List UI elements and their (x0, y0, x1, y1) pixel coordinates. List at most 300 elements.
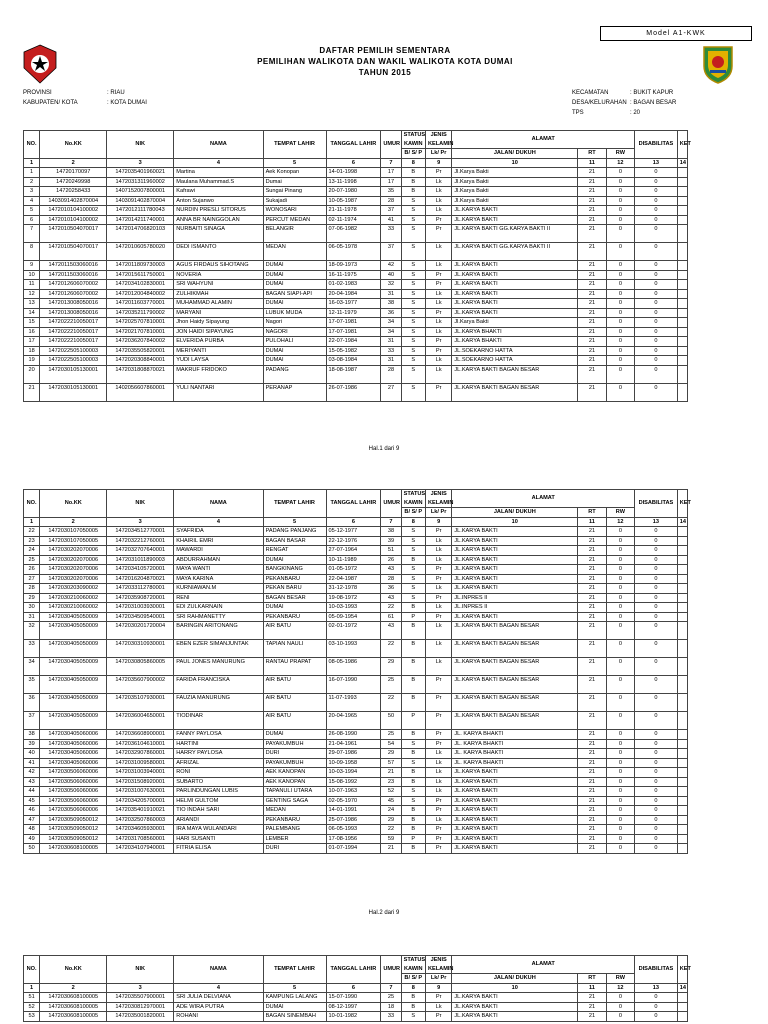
column-number: 10 (452, 158, 578, 168)
table-cell: 21 (578, 844, 606, 854)
table-cell: 1472031808870021 (107, 365, 174, 383)
col-jk: JENIS KELAMIN (425, 956, 451, 974)
table-cell: NAGORI (263, 327, 326, 337)
tps-value: : 20 (630, 110, 641, 116)
table-cell: 1472020308840001 (107, 356, 174, 366)
table-cell: JL.KARYA BAKTI (452, 993, 578, 1003)
table-row (24, 346, 688, 356)
col-disabilitas: DISABILITAS (635, 956, 678, 984)
table-cell (677, 640, 687, 658)
table-cell: B (401, 694, 425, 712)
table-cell: 21 (578, 527, 606, 537)
table-cell: JL.KARYA BAKTI (452, 555, 578, 565)
col-ket: KET (677, 131, 687, 159)
table-cell (677, 758, 687, 768)
table-cell: 44 (24, 787, 40, 797)
table-cell: 34 (381, 318, 401, 328)
table-cell: 1472011809730003 (107, 261, 174, 271)
table-cell: 1472033112780001 (107, 584, 174, 594)
table-cell: SYAFRIDA (174, 527, 263, 537)
table-cell: 0 (635, 318, 678, 328)
table-cell: WONOSARI (263, 206, 326, 216)
table-cell: Lk (425, 758, 451, 768)
table-cell: 26-07-1986 (326, 383, 381, 401)
table-row (24, 168, 688, 178)
table-cell: 0 (635, 825, 678, 835)
table-cell: BAGAN SIAPI-API (263, 289, 326, 299)
table-cell: 1472034509540001 (107, 612, 174, 622)
table-row (24, 565, 688, 575)
table-cell: AIR BATU (263, 676, 326, 694)
table-cell: S (401, 796, 425, 806)
table-cell (677, 1012, 687, 1022)
col-nokk: No.KK (40, 956, 107, 984)
table-cell: HARI SUSANTI (174, 834, 263, 844)
table-cell: 1472030805860005 (107, 658, 174, 676)
col-nama: NAMA (174, 490, 263, 518)
table-cell: 06-05-1993 (326, 825, 381, 835)
table-cell: HELMI GULTOM (174, 796, 263, 806)
table-cell: 21 (578, 308, 606, 318)
table-cell: 21 (578, 658, 606, 676)
table-cell: JL.KARYA BAKTI (452, 527, 578, 537)
table-cell: 10-05-1987 (326, 196, 381, 206)
table-cell: Lk (425, 299, 451, 309)
table-cell: 1472012004840002 (107, 289, 174, 299)
table-cell: NURDIN PRESLI SITORUS (174, 206, 263, 216)
table-cell: 54 (381, 739, 401, 749)
table-cell: 1472031311960002 (107, 177, 174, 187)
table-cell: 21 (578, 187, 606, 197)
table-cell: 0 (606, 658, 634, 676)
table-row (24, 1012, 688, 1022)
table-cell: 1472030210060002 (40, 593, 107, 603)
table-cell (677, 730, 687, 740)
table-cell: 10-07-1963 (326, 787, 381, 797)
table-cell: 21 (381, 768, 401, 778)
table-cell: Jl.Karya Bakti (452, 318, 578, 328)
column-number: 3 (107, 983, 174, 993)
table-cell: 21 (578, 261, 606, 271)
table-cell: 31 (381, 337, 401, 347)
column-number: 6 (326, 983, 381, 993)
table-cell: 1472036207840002 (107, 337, 174, 347)
table-cell: 0 (606, 187, 634, 197)
column-number: 5 (263, 158, 326, 168)
table-cell: 40 (381, 270, 401, 280)
column-number: 2 (40, 983, 107, 993)
table-cell: 0 (606, 796, 634, 806)
table-cell: 0 (606, 1002, 634, 1012)
table-cell: 0 (606, 318, 634, 328)
table-row (24, 270, 688, 280)
table-cell: 21 (578, 536, 606, 546)
table-cell: 21 (578, 993, 606, 1003)
table-row (24, 584, 688, 594)
tps-label: TPS (572, 110, 584, 116)
table-cell: Lk (425, 815, 451, 825)
table-cell: 1472010104100002 (40, 215, 107, 225)
table-cell: S (401, 280, 425, 290)
table-cell: 36 (24, 694, 40, 712)
table-row (24, 787, 688, 797)
table-cell: 0 (635, 215, 678, 225)
voter-table-page-3 (23, 955, 691, 1022)
table-row (24, 536, 688, 546)
col-status-sub: B/ S/ P (401, 508, 425, 518)
table-cell: 9 (24, 261, 40, 271)
table-row (24, 825, 688, 835)
table-cell: 0 (635, 612, 678, 622)
table-cell: 0 (635, 206, 678, 216)
table-cell: 1472021707810001 (107, 327, 174, 337)
table-cell: Pr (425, 834, 451, 844)
title-line-2: PEMILIHAN WALIKOTA DAN WAKIL WALIKOTA KOTA DUMAI (257, 57, 513, 66)
table-cell: B (401, 768, 425, 778)
table-cell: 1472030105130001 (40, 383, 107, 401)
table-cell: 1472011503060016 (40, 270, 107, 280)
table-cell: DEDI ISMANTO (174, 243, 263, 261)
table-cell: B (401, 168, 425, 178)
table-cell: 0 (635, 1002, 678, 1012)
table-cell: 1402056607860001 (107, 383, 174, 401)
table-cell: Pr (425, 337, 451, 347)
table-cell: JL.KARYA BAKTI BAGAN BESAR (452, 658, 578, 676)
table-cell: 1472011603770001 (107, 299, 174, 309)
table-cell: 0 (635, 383, 678, 401)
table-cell: S (401, 574, 425, 584)
table-cell: 21 (578, 777, 606, 787)
table-cell: 22 (381, 603, 401, 613)
table-cell: 22 (381, 694, 401, 712)
table-cell: 0 (635, 196, 678, 206)
table-cell: 0 (635, 261, 678, 271)
table-cell: DUMAI (263, 261, 326, 271)
table-cell: 38 (381, 527, 401, 537)
table-cell: Lk (425, 327, 451, 337)
table-cell: 1472035505820001 (107, 346, 174, 356)
table-cell: 0 (606, 749, 634, 759)
table-cell: 0 (606, 640, 634, 658)
table-cell: 1472030405050009 (40, 694, 107, 712)
table-cell: 1472034107940001 (107, 844, 174, 854)
table-cell: Pr (425, 825, 451, 835)
table-cell: 14720249998 (40, 177, 107, 187)
table-cell: 16-07-1990 (326, 676, 381, 694)
table-row (24, 527, 688, 537)
table-cell: JL.SOEKARNO HATTA (452, 356, 578, 366)
table-cell: 1472030506060006 (40, 787, 107, 797)
table-cell (677, 593, 687, 603)
table-cell: 14-01-1991 (326, 806, 381, 816)
table-cell: 08-05-1986 (326, 658, 381, 676)
table-cell: 1472031708560001 (107, 834, 174, 844)
table-cell: 0 (606, 527, 634, 537)
table-cell: DUMAI (263, 270, 326, 280)
table-cell: S (401, 787, 425, 797)
table-cell: Lk (425, 584, 451, 594)
table-cell: S (401, 289, 425, 299)
column-number: 1 (24, 158, 40, 168)
table-cell (677, 346, 687, 356)
table-cell: HARRY PAYLOSA (174, 749, 263, 759)
table-row (24, 676, 688, 694)
table-cell: Aek Konopan (263, 168, 326, 178)
table-cell: 27 (24, 574, 40, 584)
table-cell: 0 (635, 527, 678, 537)
table-row (24, 356, 688, 366)
table-cell: JL. KARYA BHAKTI (452, 758, 578, 768)
table-cell: P (401, 834, 425, 844)
table-cell: JL.KARYA BAKTI (452, 1002, 578, 1012)
table-cell: 1472030107050005 (40, 527, 107, 537)
table-cell: 26 (381, 555, 401, 565)
table-cell: AGUS FIRDAUS SIHOTANG (174, 261, 263, 271)
table-cell: DUMAI (263, 356, 326, 366)
table-cell: SUBARTO (174, 777, 263, 787)
kabupaten-label: KABUPATEN/ KOTA (23, 100, 78, 106)
table-cell: JL. KARYA BHAKTI (452, 730, 578, 740)
table-cell: JL.KARYA BAKTI (452, 536, 578, 546)
table-cell: 03-08-1984 (326, 356, 381, 366)
table-cell: 32 (381, 280, 401, 290)
table-cell (677, 555, 687, 565)
table-cell: 12 (24, 289, 40, 299)
table-cell: 37 (24, 712, 40, 730)
table-cell (677, 749, 687, 759)
table-cell: 1472013008050016 (40, 299, 107, 309)
table-cell: 25-07-1986 (326, 815, 381, 825)
table-cell: JL.INPRES II (452, 603, 578, 613)
col-jk: JENIS KELAMIN (425, 131, 451, 149)
table-cell: Pr (425, 844, 451, 854)
table-cell: 14 (24, 308, 40, 318)
table-row (24, 574, 688, 584)
table-cell: 0 (606, 622, 634, 640)
table-cell: 0 (606, 758, 634, 768)
table-cell: 39 (24, 739, 40, 749)
col-tempat: TEMPAT LAHIR (263, 131, 326, 159)
table-row (24, 603, 688, 613)
col-jk: JENIS KELAMIN (425, 490, 451, 508)
table-cell: 0 (606, 815, 634, 825)
table-cell: 1472030405050009 (40, 676, 107, 694)
region-info-right (572, 88, 676, 118)
table-cell: JL.KARYA BAKTI BAGAN BESAR (452, 640, 578, 658)
table-cell: 26 (24, 565, 40, 575)
table-row (24, 280, 688, 290)
table-cell: 0 (606, 168, 634, 178)
column-number-row (24, 983, 688, 993)
column-number: 13 (635, 158, 678, 168)
table-cell: S (401, 527, 425, 537)
table-cell: 21 (578, 603, 606, 613)
table-cell: 21 (578, 289, 606, 299)
col-tempat: TEMPAT LAHIR (263, 490, 326, 518)
column-number: 9 (425, 158, 451, 168)
table-cell: EBEN EZER SIMANJUNTAK (174, 640, 263, 658)
table-cell (677, 243, 687, 261)
table-row (24, 612, 688, 622)
table-cell: 21 (578, 739, 606, 749)
table-cell: ELVERIDA PURBA (174, 337, 263, 347)
table-cell: RENGAT (263, 546, 326, 556)
table-cell: 0 (635, 536, 678, 546)
table-cell: 05-09-1954 (326, 612, 381, 622)
column-number: 7 (381, 158, 401, 168)
table-cell: 1472012111780043 (107, 206, 174, 216)
col-tanggal: TANGGAL LAHIR (326, 490, 381, 518)
table-cell: 21 (578, 612, 606, 622)
table-cell: 1472032507860003 (107, 815, 174, 825)
table-row (24, 177, 688, 187)
table-cell (677, 834, 687, 844)
table-cell: 1472030405060006 (40, 758, 107, 768)
table-cell: S (401, 261, 425, 271)
table-cell: 0 (635, 749, 678, 759)
table-cell: S (401, 243, 425, 261)
table-cell: 0 (606, 712, 634, 730)
table-cell: 1472030506060006 (40, 806, 107, 816)
table-cell: 29 (24, 593, 40, 603)
table-cell: 1472012606070002 (40, 289, 107, 299)
table-cell: ARIANDI (174, 815, 263, 825)
table-row (24, 622, 688, 640)
table-cell: Lk (425, 777, 451, 787)
table-cell: PALEMBANG (263, 825, 326, 835)
table-cell: 19 (24, 356, 40, 366)
table-cell: Pr (425, 383, 451, 401)
table-cell: PAYAKUMBUH (263, 758, 326, 768)
table-cell: 0 (635, 796, 678, 806)
table-cell (677, 225, 687, 243)
table-cell: JL.KARYA BAKTI BAGAN BESAR (452, 712, 578, 730)
table-cell: 0 (635, 187, 678, 197)
table-cell: 18-09-1973 (326, 261, 381, 271)
table-cell: RENI (174, 593, 263, 603)
table-cell (677, 383, 687, 401)
table-row (24, 243, 688, 261)
table-row (24, 593, 688, 603)
table-cell: 1472030405050009 (40, 622, 107, 640)
table-cell: 1472030201720004 (107, 622, 174, 640)
table-cell: TIODINAR (174, 712, 263, 730)
table-cell: 38 (381, 299, 401, 309)
table-cell: 0 (606, 806, 634, 816)
table-cell: S (401, 299, 425, 309)
table-cell: 1472030405050009 (40, 640, 107, 658)
table-cell: 0 (606, 243, 634, 261)
table-cell: TAPIAN NAULI (263, 640, 326, 658)
table-cell: 0 (606, 787, 634, 797)
column-number: 10 (452, 517, 578, 527)
col-ket: KET (677, 490, 687, 518)
table-cell: 21 (578, 565, 606, 575)
table-cell: FANNY PAYLOSA (174, 730, 263, 740)
table-cell: 42 (24, 768, 40, 778)
table-cell: 3 (24, 187, 40, 197)
table-cell: 1472034605930001 (107, 825, 174, 835)
table-cell: 41 (24, 758, 40, 768)
table-cell: S (401, 365, 425, 383)
table-cell: 1407152007800001 (107, 187, 174, 197)
table-cell: S (401, 383, 425, 401)
table-cell: DUMAI (263, 555, 326, 565)
table-cell: 31 (381, 356, 401, 366)
table-cell: 25 (381, 676, 401, 694)
table-cell: JL. KARYA BHAKTI (452, 739, 578, 749)
table-cell: 0 (606, 612, 634, 622)
table-cell (677, 806, 687, 816)
col-status: STATUS KAWIN (401, 131, 425, 149)
col-jalan: JALAN/ DUKUH (452, 974, 578, 984)
table-cell: 1472012606070002 (40, 280, 107, 290)
table-cell: KAMPUNG LALANG (263, 993, 326, 1003)
table-cell: DUMAI (263, 603, 326, 613)
table-cell: 41 (381, 215, 401, 225)
table-cell: 21 (578, 299, 606, 309)
table-cell: 15 (24, 318, 40, 328)
table-cell (677, 712, 687, 730)
table-row (24, 365, 688, 383)
table-cell: Pr (425, 270, 451, 280)
table-cell: LEMBER (263, 834, 326, 844)
table-cell: 37 (381, 243, 401, 261)
table-cell: JL.KARYA BAKTI (452, 270, 578, 280)
table-cell: 1472031009580001 (107, 758, 174, 768)
table-cell: 31 (381, 289, 401, 299)
table-cell: B (401, 676, 425, 694)
table-cell: MEDAN (263, 806, 326, 816)
table-cell: 1472030509050012 (40, 825, 107, 835)
table-cell: 29-07-1986 (326, 749, 381, 759)
table-cell: 21 (578, 280, 606, 290)
table-cell: Jl.Karya Bakti (452, 196, 578, 206)
table-cell: PAYAKUMBUH (263, 739, 326, 749)
table-cell: 43 (381, 565, 401, 575)
table-cell: 0 (635, 730, 678, 740)
column-number: 7 (381, 983, 401, 993)
table-cell: Jl.Karya Bakti (452, 168, 578, 178)
table-row (24, 739, 688, 749)
table-cell: 21 (578, 346, 606, 356)
column-number: 9 (425, 983, 451, 993)
table-cell: 21 (578, 1002, 606, 1012)
table-cell: S (401, 196, 425, 206)
table-cell: 21-11-1978 (326, 206, 381, 216)
table-cell: 0 (635, 593, 678, 603)
table-cell: 21 (578, 243, 606, 261)
table-cell: 1472034102830001 (107, 280, 174, 290)
table-cell: 1472035107930001 (107, 694, 174, 712)
table-cell: 0 (606, 844, 634, 854)
header-row (24, 956, 688, 974)
table-cell: Lk (425, 787, 451, 797)
table-cell: Sukajadi (263, 196, 326, 206)
table-cell (677, 844, 687, 854)
table-cell: 1472034512770001 (107, 527, 174, 537)
table-cell: 21 (578, 806, 606, 816)
table-cell: 46 (24, 806, 40, 816)
table-cell: 1472035401960021 (107, 168, 174, 178)
table-row (24, 318, 688, 328)
table-cell: 22 (381, 640, 401, 658)
table-cell: BAGAN SINEMBAH (263, 1012, 326, 1022)
table-cell: Pr (425, 574, 451, 584)
table-cell: 21 (578, 768, 606, 778)
table-cell: JL.KARYA BAKTI (452, 612, 578, 622)
col-rw: RW (606, 149, 634, 159)
